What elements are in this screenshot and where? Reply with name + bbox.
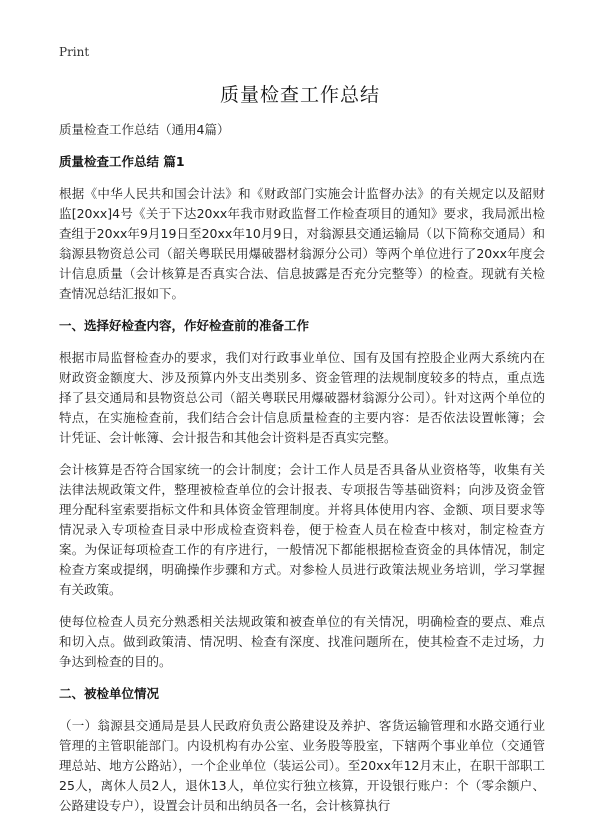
intro-paragraph: 根据《中华人民共和国会计法》和《财政部门实施会计监督办法》的有关规定以及韶财监[20xx]4号《关于下达20xx年我市财政监督工作检查项目的通知》要求，我局派出检查组于20xx年9月19日至20xx年10月9日，对翁源县交通运输局（以下简称交通局）和翁源县物资总公司（韶关粤联民用爆破器材翁源分公司）等两个单位进行了20xx年度会计信息质量（会计核算是否真实合法、信息披露是否充分完整等）的检查。现就有关检查情况总结汇报如下。 <box>59 186 545 301</box>
section-1-heading: 一、选择好检查内容，作好检查前的准备工作 <box>59 318 310 333</box>
document-subtitle: 质量检查工作总结（通用4篇） <box>59 122 230 137</box>
section-1-paragraph-1: 根据市局监督检查办的要求，我们对行政事业单位、国有及国有控股企业两大系统内在财政资金额度大、涉及预算内外支出类别多、资金管理的法规制度较多的特点，重点选择了县交通局和县物资总公司（韶关粤联民用爆破器材翁源分公司）。针对这两个单位的特点，在实施检查前，我们结合会计信息质量检查的主要内容：是否依法设置帐簿；会计凭证、会计帐簿、会计报告和其他会计资料是否真实完整。 <box>59 350 545 445</box>
article-heading: 质量检查工作总结 篇1 <box>59 154 185 169</box>
document-title: 质量检查工作总结 <box>219 84 380 106</box>
section-2-heading: 二、被检单位情况 <box>59 686 160 701</box>
section-2-paragraph-1: （一）翁源县交通局是县人民政府负责公路建设及养护、客货运输管理和水路交通行业管理的主管职能部门。内设机构有办公室、业务股等股室，下辖两个事业单位（交通管理总站、地方公路站），一个企业单位（装运公司）。至20xx年12月末止，在职干部职工25人，离休人员2人，退休13人，单位实行独立核算，开设银行账户：个（零余额户、公路建设专户），设置会计员和出纳员各一名，会计核算执行 <box>59 718 545 813</box>
document-body <box>59 120 545 828</box>
print-label[interactable]: Print <box>59 45 90 59</box>
section-1-paragraph-2: 会计核算是否符合国家统一的会计制度；会计工作人员是否具备从业资格等，收集有关法律法规政策文件，整理被检查单位的会计报表、专项报告等基础资料；向涉及资金管理分配科室索要指标文件和具体资金管理制度。并将具体使用内容、金额、项目要求等情况录入专项检查目录中形成检查资料卷，便于检查人员在检查中核对，制定检查方案。为保证每项检查工作的有序进行，一般情况下都能根据检查资金的具体情况，制定检查方案或提纲，明确操作步骤和方式。对参检人员进行政策法规业务培训，学习掌握有关政策。 <box>59 462 545 597</box>
section-1-paragraph-3: 使每位检查人员充分熟悉相关法规政策和被查单位的有关情况，明确检查的要点、难点和切入点。做到政策清、情况明、检查有深度、找准问题所在，使其检查不走过场，力争达到检查的目的。 <box>59 614 545 669</box>
